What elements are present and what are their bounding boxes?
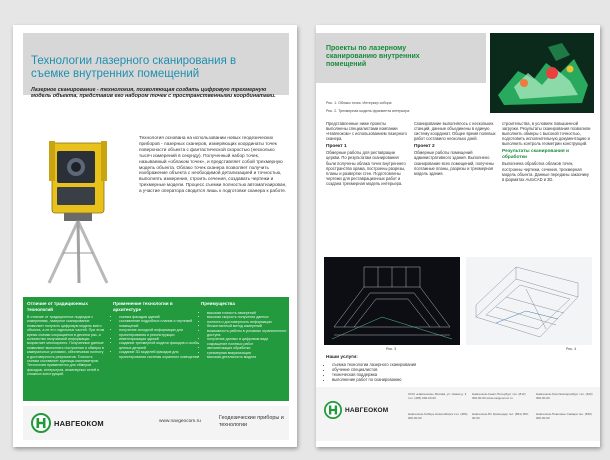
col3-list xyxy=(201,311,291,359)
wireframe-image-2 xyxy=(466,257,592,345)
list-item: • инвентаризация зданий xyxy=(119,337,199,341)
list-item: • съемка технологии лазерного сканирования xyxy=(332,362,492,367)
right-footer xyxy=(316,387,600,441)
col1-text: В отличие от традиционных подходов к измерениям, лазерное сканирование позволяет получить цифровую модель всего объекта, а не его отдельных частей. При этом время съемки сокращается в десятки раз, а количество получаемой информации возрастает многократно. Полученные данные позволяют выполнять построения и обмеры в камеральных условиях, обеспечивая полноту и достоверность результатов. Точность съемки составляет единицы миллиметров. Технология применяется для обмеров фасадов, интерьеров, инженерных сетей и сложных конструкций. xyxy=(27,315,105,377)
results-text: Выполнена обработка облаков точек, построены чертежи, сечения, трехмерная модель объекта. Данные переданы заказчику в форматах AutoCAD и 3D. xyxy=(502,161,589,182)
contact-block: Навгеоком-Поволжье Самара тел. (846) 000-00-00 xyxy=(536,412,592,420)
contact-block: ООО «Навгеоком» Москва, ул. Новая д. 3 тел. (495) 000-00-00 xyxy=(408,392,467,400)
list-item: • высокая скорость получения данных xyxy=(207,315,291,319)
right-col3 xyxy=(502,121,592,253)
right-title: Проекты по лазерному сканированию внутренних помещений xyxy=(326,45,420,68)
green-info-band xyxy=(23,297,289,401)
website-link[interactable]: www.navgeocom.ru xyxy=(159,419,201,424)
contact-block: Навгеоком-Сибирь Новосибирск тел. (383) 000-00-00 xyxy=(408,412,468,420)
left-body-text: Технология основана на использовании новых геодезических приборов - лазерных сканеров, измеряющих координаты точек поверхности объекта с фантастической скоростью (несколько тысяч измерений в секунду). Полученный набор точек, называемый «облаком точек», и представляет собой трехмерную модель объекта. Облако точек сканера позволяет получить изображение объекта с необходимой детализацией и точностью, выполнять измерения, строить сечения, создавать чертежи и трехмерные модели. Процесс съемки полностью автоматизирован, а участие оператора сводится лишь к подготовке сканера к работе. xyxy=(139,135,287,194)
logo-wordmark: НАВГЕОКОМ xyxy=(54,419,104,428)
figure-4-label: Рис. 4 xyxy=(566,347,577,351)
scanner-image xyxy=(27,125,137,285)
caption-figure-2: Рис. 2. Трехмерная модель фрагмента интерьера xyxy=(326,109,410,113)
col2-list xyxy=(113,315,199,359)
col3-paragraph: строительства, в условиях повышенной загрузки. Результаты сканирования позволили выполнить обмеры с высокой точностью, подготовить исполнительную документацию и выполнить контроль геометрии конструкций. xyxy=(502,121,591,147)
left-lead-paragraph: Лазерное сканирование - технология, позволяющая создать цифровую трехмерную модель объекта, представив его набором точек с пространственными координатами. xyxy=(31,87,276,100)
left-footer xyxy=(23,406,289,440)
right-col2 xyxy=(414,121,496,253)
left-title: Технологии лазерного сканирования в съемке внутренних помещений xyxy=(31,55,237,80)
results-heading: Результаты сканирования и обработки xyxy=(502,149,569,161)
list-item: • обучение специалистов xyxy=(332,367,492,372)
list-item: • автоматизация обработки xyxy=(207,346,291,350)
list-item: • трехмерная визуализация xyxy=(207,351,291,355)
brochure-left-page xyxy=(13,25,297,447)
figure-3-label: Рис. 3 xyxy=(386,347,397,351)
brochure-right-page xyxy=(316,25,600,447)
col2-paragraph: Сканирование выполнялось с нескольких станций, данные объединены в единую систему координат. Общее время полевых работ составило несколько дней. xyxy=(414,121,496,142)
intro-paragraph: Представленные ниже проекты выполнены специалистами компании «Навгеоком» с использованием лазерного сканера. xyxy=(326,121,407,142)
contact-block: Навгеоком-Санкт-Петербург тел. (812) 000-00-00 www.navgeocom.ru xyxy=(472,392,526,400)
navgeocom-logo-icon xyxy=(31,413,51,433)
list-item: • бесконтактный метод измерений xyxy=(207,324,291,328)
list-item: • получение исходной информации для проектирования и реконструкции xyxy=(119,328,199,337)
list-item: • создание трехмерной модели фасадов и особо ценных деталей xyxy=(119,341,199,350)
col3-heading: Преимущества xyxy=(201,301,235,306)
list-item: • высокая точность измерений xyxy=(207,311,291,315)
list-item: • выполнение работ по сканированию xyxy=(332,377,492,382)
list-item: • техническая поддержка xyxy=(332,372,492,377)
project2-text: Обмерные работы помещений административного здания. Выполнено сканирование всех помещений, получены поэтажные планы, разрезы и трехмерная модель здания. xyxy=(414,150,494,176)
navgeocom-logo-icon xyxy=(324,401,342,419)
list-item: • полнота и достоверность информации xyxy=(207,320,291,324)
services-list xyxy=(326,362,492,382)
right-col1 xyxy=(326,121,408,253)
point-cloud-image xyxy=(490,33,594,113)
project1-text: Обмерные работы для реставрации церкви. По результатам сканирования были получены облака точек внутреннего пространства храма, построены разрезы, планы и развертки стен. Подготовлены чертежи для реставрационных работ и создана трехмерная модель интерьера. xyxy=(326,150,406,186)
wireframe-image-1 xyxy=(324,257,460,345)
project2-heading: Проект 2 xyxy=(414,144,435,150)
services-heading: Наши услуги: xyxy=(326,355,358,360)
project1-heading: Проект 1 xyxy=(326,144,347,150)
logo-wordmark: НАВГЕОКОМ xyxy=(345,407,389,414)
contact-block: Навгеоком-Урал Екатеринбург тел. (343) 000-00-00 xyxy=(536,392,593,400)
contact-block: Навгеоком-Юг Краснодар тел. (861) 000-00-00 xyxy=(472,412,529,420)
col1-heading: Отличие от традиционных технологий xyxy=(27,301,88,312)
col2-heading: Применение технологии в архитектуре xyxy=(113,301,173,312)
caption-figure-1: Рис. 1. Облако точек. Интерьер собора xyxy=(326,101,392,105)
list-item: • сокращение полевых работ xyxy=(207,342,291,346)
list-item: • составление подробных планов и чертежей помещений xyxy=(119,319,199,328)
list-item: • создание 3D моделей фасадов для проектирования системы охранного освещения xyxy=(119,350,199,359)
list-item: • получение данных в цифровом виде xyxy=(207,337,291,341)
list-item: • высокая детальность модели xyxy=(207,355,291,359)
list-item: • возможность работы в условиях ограниченного доступа xyxy=(207,329,291,338)
slogan: Геодезические приборы и технологии xyxy=(219,415,284,428)
list-item: • съемка фасадов зданий xyxy=(119,315,199,319)
